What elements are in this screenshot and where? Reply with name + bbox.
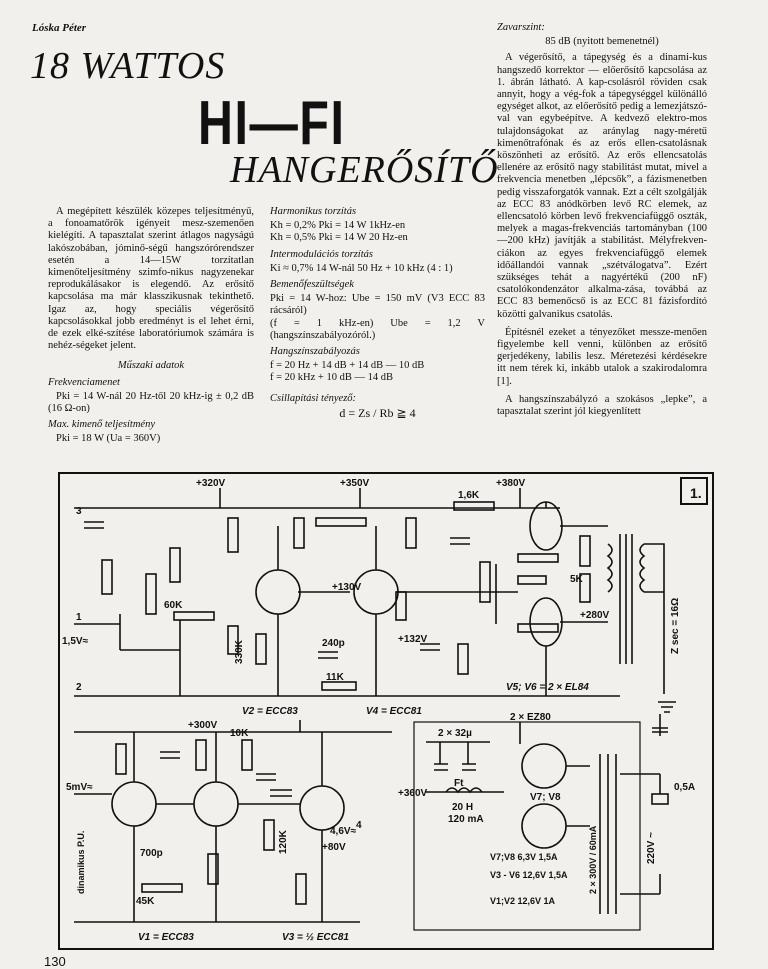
voltage-label-130: +130V: [332, 582, 362, 593]
choke-current: 120 mA: [448, 814, 484, 825]
rectifier-label: 2 × EZ80: [510, 712, 551, 723]
heading-damping-factor: Csillapítási tényező:: [270, 392, 357, 404]
heading-max-output: Max. kimenő teljesítmény: [48, 419, 155, 431]
resistor-1-6k: 1,6K: [458, 490, 480, 501]
node-1: 1: [76, 612, 82, 623]
voltage-label-380: +380V: [496, 478, 526, 489]
output-level-label: 4,6V≈: [330, 826, 357, 837]
tube-label-v2: V2 = ECC83: [242, 706, 298, 717]
choke-label: Ft: [454, 778, 464, 789]
paragraph-1: A végerősítő, a tápegység és a dinami-kus hangszedő korrektor — előerősítő kapcsolása az 1. ábrán látható. A kap-csolásról röviden csak annyit, hogy a vég-fok a tápegységgel különálló egységet alkot, az előerősítő pedig a lemezjátszó-val van egybeépítve. A kedvező elektro-mos tulajdonságokat az aránylag nagy-méretű kimenőtrafónak és az erős ellen-csatolásnak köszönheti az erősítő. Az erős ellencsatolás ellenére az erősítő nagy stabilitást mutat, mivel a frekvencia menetben „lépcsők”, a fázismenetben pedig visszaforgatók vannak. Ezt a célt szolgálják az ECC 83 anódkörben levő RC elemek, az ellencsatoló körben levő frekvenciafüggő oszták, melyek a magas-frekvenciás tartományban (100—200 kHz) javítják a stabilitást. Mélyfrekven-ciákon az egyes frekvenciafüggő elemek időállandói vannak „szétválogatva”. Ezért szükséges tehát a nagyértékű (200 nF) csatolókondenzátor alkalma-zása, továbbá az ECC 83 bemenőcső is az ECC 81 fázisfordító közötti galvanikus csatolás.: [497, 52, 707, 320]
schematic-frame: [58, 472, 714, 950]
filament-line-2: V3 - V6 12,6V 1,5A: [490, 870, 568, 880]
noise-level-text: 85 dB (nyitott bemenetnél): [545, 36, 659, 48]
filament-line-1: V7;V8 6,3V 1,5A: [490, 852, 558, 862]
intermodulation-text: Ki ≈ 0,7% 14 W-nál 50 Hz + 10 kHz (4 : 1): [270, 262, 453, 274]
tube-label-v4: V4 = ECC81: [366, 706, 422, 717]
filament-line-3: V1;V2 12,6V 1A: [490, 896, 556, 906]
heading-tone-control: Hangszínszabályozás: [270, 346, 360, 358]
heading-intermodulation: Intermodulációs torzítás: [270, 248, 373, 260]
input-voltage-1: Pki = 14 W-hoz: Ube = 150 mV (V3 ECC 83 rácsáról): [270, 293, 485, 317]
tube-label-v3: V3 = ½ ECC81: [282, 932, 349, 943]
column-1: [48, 206, 254, 446]
pickup-level-label: 5mV≈: [66, 782, 93, 793]
tube-label-v5-v6: V5; V6 = 2 × EL84: [506, 682, 589, 693]
capacitor-240p: 240p: [322, 638, 345, 649]
voltage-label-350: +350V: [340, 478, 370, 489]
voltage-label-280: +280V: [580, 610, 610, 621]
harmonic-line-1: Kh = 0,2% Pki = 14 W 1kHz-en: [270, 220, 406, 232]
resistor-330k: 330K: [234, 640, 245, 664]
heading-harmonic-distortion: Harmonikus torzítás: [270, 206, 357, 217]
fuse-label: 0,5A: [674, 782, 696, 793]
resistor-120k: 120K: [278, 830, 289, 854]
node-3-top: 3: [76, 506, 82, 517]
node-4: 4: [356, 820, 362, 831]
choke-inductance: 20 H: [452, 802, 474, 813]
resistor-11k: 11K: [326, 672, 344, 683]
title-line-1: 18 WATTOS: [30, 45, 226, 87]
frequency-response-text: Pki = 14 W-nál 20 Hz-től 20 kHz-ig ± 0,2 dB (16 Ω-on): [48, 390, 254, 415]
intro-paragraph: A megépített készülék közepes teljesítményű, a fonoamatőrök igényeit mesz-szemenően kielégíti. A tapasztalat szerint átlagos nagyságú lakószobában, jóminő-ségű hangszórórendszer esetén a 14—15W torzítatlan kimenőteljesítmény szimfo-nikus nagyzenekar reprodukálásakor is elegendő. Az erősítő kapcsolása ma már klasszikusnak tekinthető. Igaz az, hogy speciális végerősítő kapcsolásokkal jobb eredményt is el lehet érni, de ezek elké-szítése laboratóriumok számára is nehéz-ségeket jelent.: [48, 206, 254, 352]
rectifier-tubes-label: V7; V8: [530, 792, 561, 803]
pickup-label: dinamikus P.U.: [76, 830, 86, 894]
capacitor-2x32: 2 × 32µ: [438, 728, 472, 739]
resistor-10k: 10K: [230, 728, 249, 739]
input-voltage-2: (f = 1 kHz-en) Ube = 1,2 V (hangszínszabályozóról.): [270, 317, 485, 341]
title-line-2: HI—FI: [198, 89, 346, 158]
paragraph-3: A hangszínszabályzó a szokásos „lepke”, a tapasztalat szerint jól kiegyenlített: [497, 393, 707, 418]
voltage-label-320: +320V: [196, 478, 226, 489]
tube-label-v1: V1 = ECC83: [138, 932, 194, 943]
heading-technical-data: Műszaki adatok: [117, 360, 185, 372]
heading-input-voltages: Bemenőfeszültségek: [270, 279, 354, 291]
author-name: Lóska Péter: [32, 22, 87, 34]
heading-frequency-response: Frekvenciamenet: [48, 376, 120, 388]
voltage-label-300: +300V: [188, 720, 218, 731]
voltage-label-360: +360V: [398, 788, 428, 799]
voltage-label-132: +132V: [398, 634, 428, 645]
resistor-60k: 60K: [164, 600, 183, 611]
hv-winding-label: 2 × 300V / 60mA: [588, 825, 598, 894]
capacitor-700p: 700p: [140, 848, 163, 859]
tone-control-1: f = 20 Hz + 14 dB + 14 dB — 10 dB: [270, 360, 425, 372]
circuit-schematic: [60, 474, 712, 948]
resistor-45k: 45K: [136, 896, 155, 907]
page-number: 130: [44, 954, 66, 969]
resistor-5k: 5K: [570, 574, 583, 585]
title-line-3: HANGERŐSÍTŐ: [230, 149, 499, 191]
column-3: [497, 22, 707, 418]
heading-noise-level: Zavarszint:: [497, 22, 545, 33]
mains-label: 220V ~: [646, 832, 657, 864]
max-output-text: Pki = 18 W (Ua = 360V): [56, 433, 161, 445]
voltage-label-80: +80V: [322, 842, 346, 853]
input-level-label: 1,5V≈: [62, 636, 89, 647]
node-2-top: 2: [76, 682, 82, 693]
tone-control-2: f = 20 kHz + 10 dB — 14 dB: [270, 372, 393, 384]
figure-number: 1.: [690, 485, 702, 501]
column-2: [270, 206, 485, 419]
harmonic-line-2: Kh = 0,5% Pki = 14 W 20 Hz-en: [270, 232, 408, 244]
damping-formula: d = Zs / Rb ≧ 4: [339, 405, 416, 420]
secondary-impedance: Z sec = 16Ω: [670, 597, 681, 654]
paragraph-2: Építésnél ezeket a tényezőket messze-menően figyelembe kell venni, különben az erősítő gerjedékeny, labilis lesz. Méretezési kérdésekre itt nem térek ki, inkább utalok a szakirodalomra [1].: [497, 326, 707, 387]
